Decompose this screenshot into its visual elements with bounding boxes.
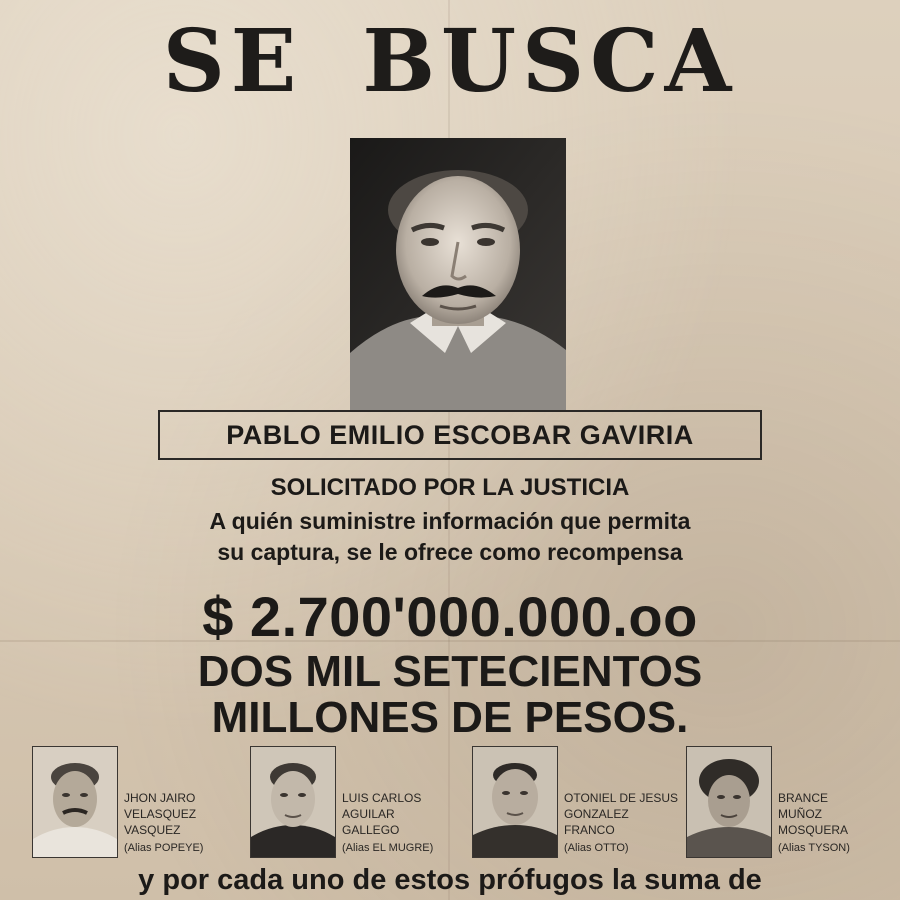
fugitive-photo — [32, 746, 118, 858]
headline-word-busca: BUSCA — [362, 11, 738, 112]
reward-amount-words-line-1: DOS MIL SETECIENTOS — [197, 647, 703, 696]
fugitive-alias: (Alias POPEYE) — [124, 842, 204, 854]
main-portrait-photo — [350, 138, 566, 410]
fugitive-photo — [250, 746, 336, 858]
wanted-person-name: PABLO EMILIO ESCOBAR GAVIRIA — [158, 410, 762, 460]
fugitive-alias: (Alias EL MUGRE) — [342, 842, 434, 854]
fugitive-name: OTONIEL DE JESUS GONZALEZ FRANCO — [564, 791, 679, 837]
fugitive-name: JHON JAIRO VELASQUEZ VASQUEZ — [124, 791, 197, 837]
fugitive-alias: (Alias TYSON) — [778, 842, 850, 854]
headline-word-se: SE — [162, 11, 303, 112]
reward-info-line-2: su captura, se le ofrece como recompensa — [217, 539, 683, 565]
bottom-reward-text: y por cada uno de estos prófugos la suma de — [138, 864, 762, 896]
poster-headline — [0, 12, 900, 112]
fugitive-photo — [472, 746, 558, 858]
fugitive-alias: (Alias OTTO) — [564, 842, 629, 854]
fugitive-photo — [686, 746, 772, 858]
reward-amount: $ 2.700'000.000.oo — [202, 585, 698, 648]
reward-amount-words-line-2: MILLONES DE PESOS. — [211, 693, 689, 742]
fugitive-name: BRANCE MUÑOZ MOSQUERA — [778, 791, 849, 837]
reward-info-line-1: A quién suministre información que permita — [209, 508, 691, 534]
solicitado-text: SOLICITADO POR LA JUSTICIA — [270, 474, 630, 501]
fugitive-name: LUIS CARLOS AGUILAR GALLEGO — [342, 791, 422, 837]
